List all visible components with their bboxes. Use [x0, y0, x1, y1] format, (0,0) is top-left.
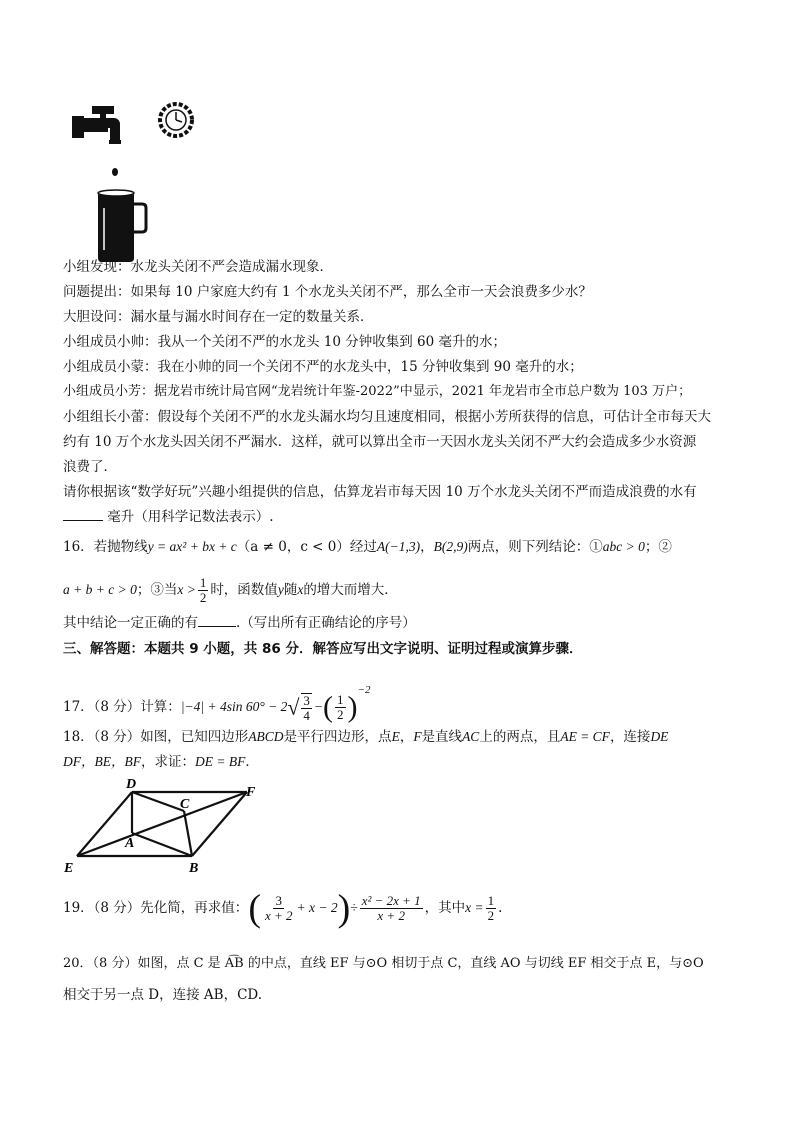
water-question: 问题提出：如果每 10 户家庭大约有 1 个水龙头关闭不严，那么全市一天会浪费多少水？: [63, 284, 592, 300]
label-B: B: [189, 861, 199, 876]
answer-blank[interactable]: [63, 520, 103, 521]
water-member-1: 小组成员小帅：我从一个关闭不严的水龙头 10 分钟收集到 60 毫升的水；: [63, 334, 507, 350]
q16-line2: a + b + c > 0；③当x > $\frac{1}{2}$ 时，函数值y随x的增大而增大．: [63, 575, 398, 605]
label-A: A: [125, 836, 135, 851]
water-leader-3: 浪费了．: [63, 459, 117, 475]
q20-line2: 相交于另一点 D，连接 AB，CD.: [63, 987, 263, 1003]
water-leader-2: 约有 10 万个水龙头因关闭不严漏水．这样，就可以算出全市一天因水龙头关闭不严大约会造成多少水资源: [63, 434, 697, 450]
line-CB: [184, 811, 192, 856]
clock-icon: [160, 104, 192, 136]
q16-answer-blank[interactable]: [198, 626, 236, 627]
faucet-illustration: [70, 100, 210, 265]
water-task: 请你根据该“数学好玩”兴趣小组提供的信息，估算龙岩市每天因 10 万个水龙头关闭不严而造成浪费的水有: [63, 484, 697, 500]
line-AB: [132, 833, 192, 856]
q16-line3: 其中结论一定正确的有 .（写出所有正确结论的序号）: [63, 615, 416, 631]
water-drop-icon: [112, 168, 118, 176]
label-E: E: [64, 861, 74, 876]
label-C: C: [180, 797, 190, 812]
q18-line2: DF，BE，BF，求证：DE = BF．: [63, 754, 259, 770]
faucet-icon: [72, 106, 121, 144]
q18-parallelogram-figure: [62, 775, 272, 880]
water-member-3: 小组成员小芳：据龙岩市统计局官网“龙岩统计年鉴-2022”中显示，2021 年龙岩市全市总户数为 103 万户；: [63, 384, 692, 399]
water-leader-1: 小组组长小蕾：假设每个关闭不严的水龙头漏水均匀且速度相同，根据小芳所获得的信息，可估计全市每天大: [63, 409, 711, 425]
section-3-heading: 三、解答题：本题共 9 小题，共 86 分．解答应写出文字说明、证明过程或演算步骤．: [63, 641, 583, 657]
q18-line1: 18．（8 分）如图，已知四边形ABCD是平行四边形，点E，F是直线AC上的两点，且AE = CF，连接DE: [63, 729, 669, 745]
line-EF: [77, 792, 247, 856]
q19-line: 19．（8 分）先化简，再求值：( $\frac{3}{x + 2}$ + x − 2)÷ $\frac{\text{x² − 2x + 1}}{x + 2}$ ，其中x = $\frac{1}{2}$ .: [63, 887, 503, 930]
q20-line1: 20．（8 分）如图，点 C 是 A͡B 的中点，直线 EF 与⊙O 相切于点 C，直线 AO 与切线 EF 相交于点 E，与⊙O: [63, 956, 704, 971]
water-finding: 小组发现：水龙头关闭不严会造成漏水现象．: [63, 259, 333, 275]
water-hypothesis: 大胆设问：漏水量与漏水时间存在一定的数量关系．: [63, 309, 374, 325]
q17-line: 17．（8 分）计算：|−4| + 4sin 60° − 2√ $\frac{3}{4}$ −( $\frac{1}{2}$ )$^{-2}$: [63, 684, 371, 724]
water-answer-line: 毫升（用科学记数法表示）.: [63, 508, 274, 526]
water-member-2: 小组成员小蒙：我在小帅的同一个关闭不严的水龙头中，15 分钟收集到 90 毫升的水；: [63, 359, 583, 375]
line-DC: [132, 792, 184, 811]
label-F: F: [246, 785, 256, 800]
measuring-cup-icon: [98, 190, 146, 262]
q16-line1: 16．若抛物线y = ax² + bx + c（a ≠ 0，c < 0）经过A(−1,3)，B(2,9)两点，则下列结论：①abc > 0；②: [63, 539, 672, 555]
label-D: D: [126, 777, 137, 792]
